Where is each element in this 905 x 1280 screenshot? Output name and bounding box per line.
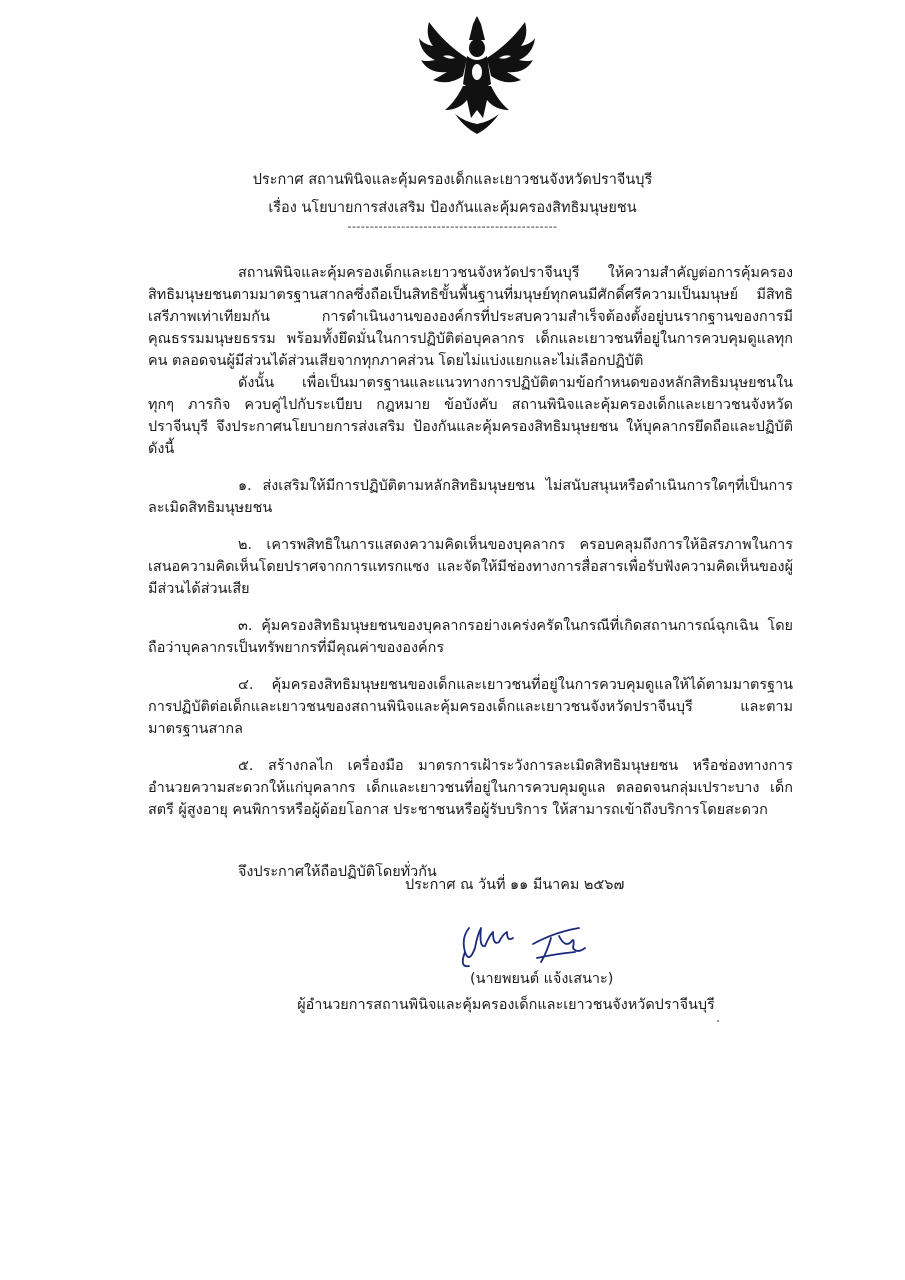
header-divider: -----------------------------------------------: [347, 220, 558, 233]
intro-paragraph: สถานพินิจและคุ้มครองเด็กและเยาวชนจังหวัดปราจีนบุรี ให้ความสำคัญต่อการคุ้มครองสิทธิมนุษยชนตามมาตรฐานสากลซึ่งถือเป็นสิทธิขั้นพื้นฐานที่มนุษย์ทุกคนมีศักดิ์ศรีความเป็นมนุษย์ มีสิทธิเสรีภาพเท่าเทียมกัน การดำเนินงานขององค์กรที่ประสบความสำเร็จต้องตั้งอยู่บนรากฐานของการมีคุณธรรมมนุษยธรรม พร้อมทั้งยึดมั่นในการปฏิบัติต่อบุคลากร เด็กและเยาวชนที่อยู่ในการควบคุมดูแลทุกคน ตลอดจนผู้มีส่วนได้ส่วนเสียจากทุกภาคส่วน โดยไม่แบ่งแยกและไม่เลือกปฏิบัติ: [148, 265, 793, 369]
policy-item-4: ๔. คุ้มครองสิทธิมนุษยชนของเด็กและเยาวชนที่อยู่ในการควบคุมดูแลให้ได้ตามมาตรฐานการปฏิบัติต่อเด็กและเยาวชนของสถานพินิจและคุ้มครองเด็กและเยาวชนจังหวัดปราจีนบุรี และตามมาตรฐานสากล: [148, 677, 793, 737]
announcement-body: [148, 262, 793, 883]
policy-item-5: ๕. สร้างกลไก เครื่องมือ มาตรการเฝ้าระวังการละเมิดสิทธิมนุษยชน หรือช่องทางการอำนวยความสะดวกให้แก่บุคลากร เด็กและเยาวชนที่อยู่ในการควบคุมดูแล ตลอดจนกลุ่มเปราะบาง เด็ก สตรี ผู้สูงอายุ คนพิการหรือผู้ด้อยโอกาส ประชาชนหรือผู้รับบริการ ให้สามารถเข้าถึงบริการโดยสะดวก: [148, 758, 793, 818]
announcement-title: ประกาศ สถานพินิจและคุ้มครองเด็กและเยาวชนจังหวัดปราจีนบุรี: [252, 172, 653, 188]
policy-item-3: ๓. คุ้มครองสิทธิมนุษยชนของบุคลากรอย่างเคร่งครัดในกรณีที่เกิดสถานการณ์ฉุกเฉิน โดยถือว่าบุคลากรเป็นทรัพยากรที่มีคุณค่าขององค์กร: [148, 618, 793, 656]
policy-item-1: ๑. ส่งเสริมให้มีการปฏิบัติตามหลักสิทธิมนุษยชน ไม่สนับสนุนหรือดำเนินการใดๆที่เป็นการละเมิดสิทธิมนุษยชน: [148, 478, 793, 516]
stray-mark: [717, 1020, 719, 1022]
signer-position: ผู้อำนวยการสถานพินิจและคุ้มครองเด็กและเยาวชนจังหวัดปราจีนบุรี: [297, 997, 715, 1013]
announcement-subject: เรื่อง นโยบายการส่งเสริม ป้องกันและคุ้มครองสิทธิมนุษยชน: [268, 200, 637, 216]
garuda-emblem-icon: [415, 14, 539, 136]
closing-statement: จึงประกาศให้ถือปฏิบัติโดยทั่วกัน: [238, 864, 437, 880]
signer-name: (นายพยนต์ แจ้งเสนาะ): [470, 971, 614, 987]
policy-item-2: ๒. เคารพสิทธิในการแสดงความคิดเห็นของบุคลากร ครอบคลุมถึงการให้อิสรภาพในการเสนอความคิดเห็นโดยปราศจากการแทรกแซง และจัดให้มีช่องทางการสื่อสารเพื่อรับฟังความคิดเห็นของผู้มีส่วนได้ส่วนเสีย: [148, 537, 793, 597]
policy-intro-paragraph: ดังนั้น เพื่อเป็นมาตรฐานและแนวทางการปฏิบัติตามข้อกำหนดของหลักสิทธิมนุษยชนในทุกๆ ภารกิจ ควบคู่ไปกับระเบียบ กฎหมาย ข้อบังคับ สถานพินิจและคุ้มครองเด็กและเยาวชนจังหวัดปราจีนบุรี จึงประกาศนโยบายการส่งเสริม ป้องกันและคุ้มครองสิทธิมนุษยชน ให้บุคลากรยึดถือและปฏิบัติ ดังนี้: [148, 375, 793, 457]
announcement-date: ประกาศ ณ วันที่ ๑๑ มีนาคม ๒๕๖๗: [405, 877, 625, 893]
